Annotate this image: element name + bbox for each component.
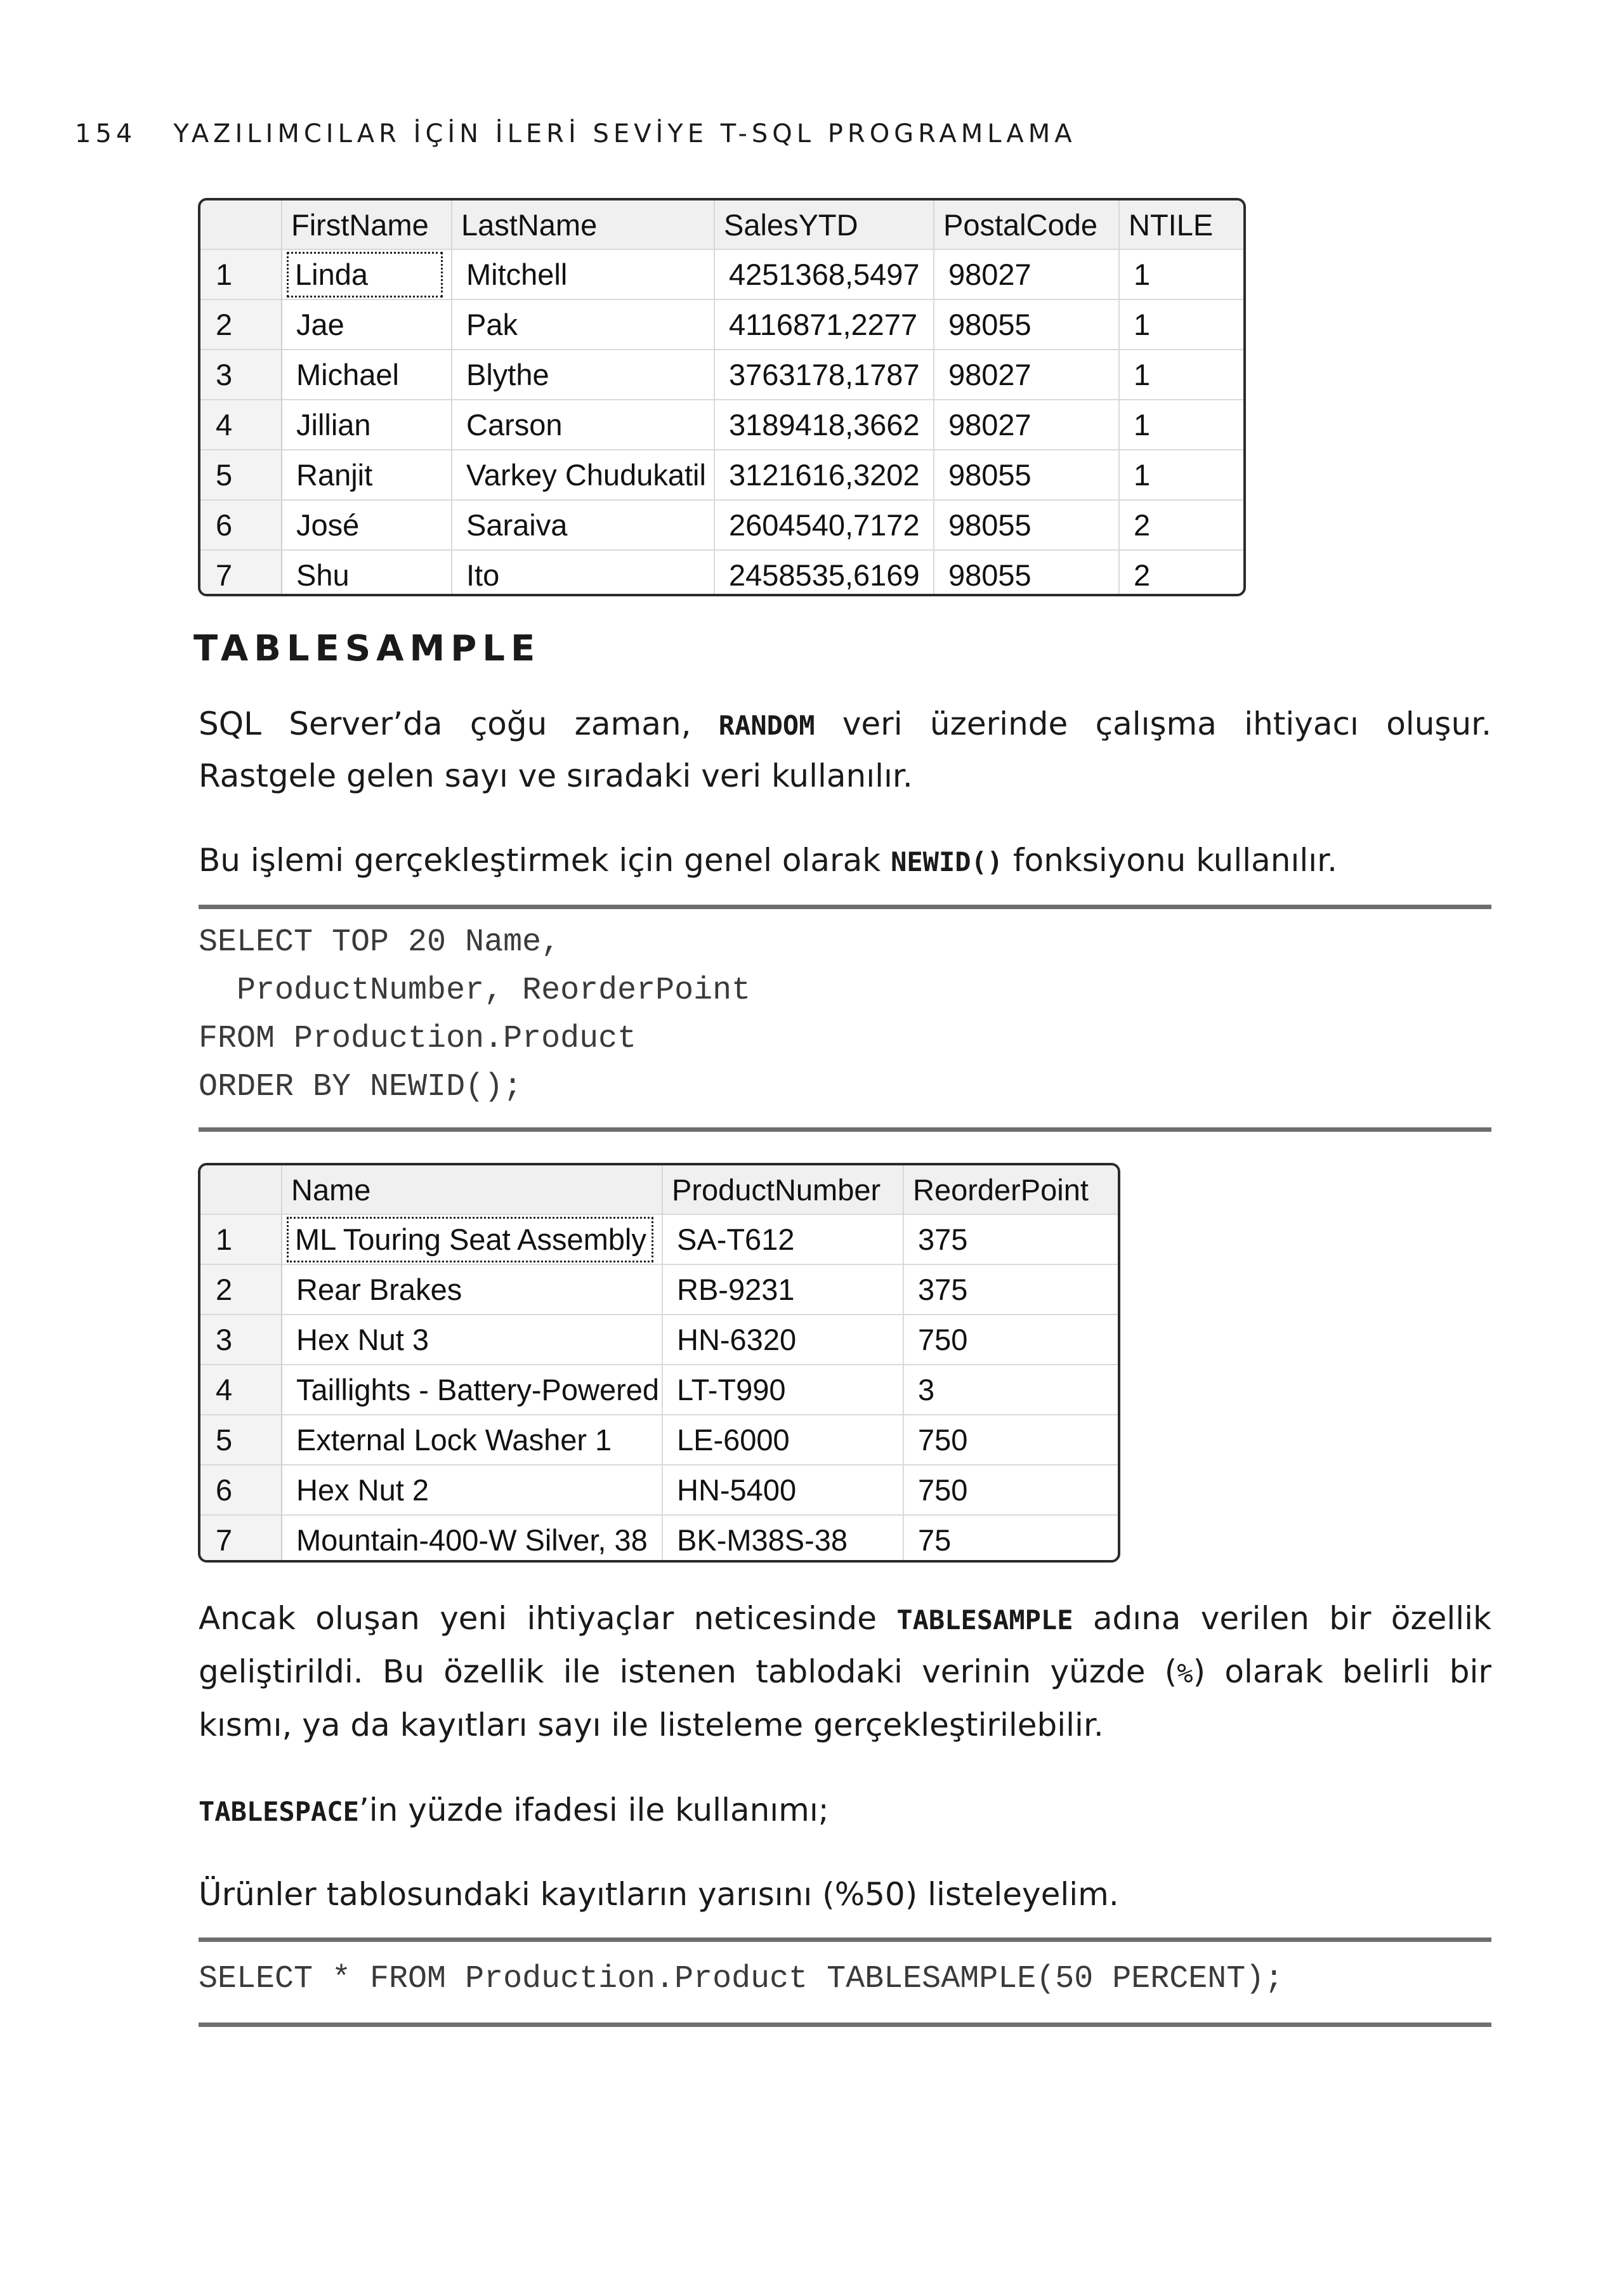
grid-cell[interactable]: Jae xyxy=(282,299,452,350)
grid-cell[interactable]: 4251368,5497 xyxy=(714,249,934,299)
table-row[interactable] xyxy=(200,500,1243,550)
paragraph-tablesample-line1: Ancak oluşan yeni ihtiyaçlar neticesinde TABLESAMPLE adına verilen bir özellik xyxy=(199,1600,1491,1637)
column-header[interactable]: NTILE xyxy=(1119,200,1243,249)
grid-cell-selected[interactable]: ML Touring Seat Assembly xyxy=(282,1214,662,1264)
grid-cell-selected[interactable]: Linda xyxy=(282,249,452,299)
column-header[interactable]: FirstName xyxy=(282,200,452,249)
grid-cell[interactable]: HN-6320 xyxy=(662,1315,903,1365)
row-number: 5 xyxy=(200,450,282,500)
grid-cell[interactable]: BK-M38S-38 xyxy=(662,1515,903,1563)
grid-cell[interactable]: 98055 xyxy=(934,299,1119,350)
grid-cell[interactable]: Rear Brakes xyxy=(282,1264,662,1315)
grid-corner xyxy=(200,200,282,249)
row-number: 4 xyxy=(200,1365,282,1415)
grid-cell[interactable]: 98027 xyxy=(934,400,1119,450)
column-header[interactable]: Name xyxy=(282,1165,662,1214)
grid-cell[interactable]: Saraiva xyxy=(452,500,714,550)
table-row[interactable] xyxy=(200,1515,1118,1563)
grid-cell[interactable]: 1 xyxy=(1119,249,1243,299)
grid-cell[interactable]: 3763178,1787 xyxy=(714,350,934,400)
row-number: 3 xyxy=(200,1315,282,1365)
paragraph-urunler: Ürünler tablosundaki kayıtların yarısını (%50) listeleyelim. xyxy=(199,1876,1119,1913)
grid-cell[interactable]: 750 xyxy=(903,1315,1118,1365)
grid-cell[interactable]: 2 xyxy=(1119,500,1243,550)
grid-cell[interactable]: 1 xyxy=(1119,400,1243,450)
grid-cell[interactable]: Hex Nut 2 xyxy=(282,1465,662,1515)
grid-cell[interactable]: External Lock Washer 1 xyxy=(282,1415,662,1465)
row-number: 6 xyxy=(200,500,282,550)
grid-cell[interactable]: 1 xyxy=(1119,299,1243,350)
grid-cell[interactable]: RB-9231 xyxy=(662,1264,903,1315)
inline-code: TABLESPACE xyxy=(199,1796,359,1827)
row-number: 7 xyxy=(200,550,282,596)
table-row[interactable] xyxy=(200,1365,1118,1415)
row-number: 4 xyxy=(200,400,282,450)
section-heading: TABLESAMPLE xyxy=(193,628,541,669)
table-row[interactable] xyxy=(200,1465,1118,1515)
table-row[interactable] xyxy=(200,400,1243,450)
grid-cell[interactable]: Mountain-400-W Silver, 38 xyxy=(282,1515,662,1563)
running-head xyxy=(75,119,1077,148)
grid-cell[interactable]: 750 xyxy=(903,1415,1118,1465)
grid-cell[interactable]: 2458535,6169 xyxy=(714,550,934,596)
grid-cell[interactable]: 98055 xyxy=(934,450,1119,500)
grid-cell[interactable]: LE-6000 xyxy=(662,1415,903,1465)
grid-header-row xyxy=(200,200,1243,249)
table-row[interactable] xyxy=(200,450,1243,500)
grid-cell[interactable]: 4116871,2277 xyxy=(714,299,934,350)
table-row[interactable] xyxy=(200,1315,1118,1365)
grid-cell[interactable]: 2604540,7172 xyxy=(714,500,934,550)
grid-cell[interactable]: Taillights - Battery-Powered xyxy=(282,1365,662,1415)
inline-code: % xyxy=(1177,1658,1193,1689)
paragraph-tablespace: TABLESPACE’in yüzde ifadesi ile kullanımı; xyxy=(199,1792,829,1828)
row-number: 1 xyxy=(200,1214,282,1264)
grid-cell[interactable]: 375 xyxy=(903,1214,1118,1264)
grid-cell[interactable]: Shu xyxy=(282,550,452,596)
grid-cell[interactable]: 98027 xyxy=(934,350,1119,400)
grid-cell[interactable]: 3 xyxy=(903,1365,1118,1415)
results-grid-products xyxy=(198,1163,1120,1563)
grid-cell[interactable]: 2 xyxy=(1119,550,1243,596)
grid-header-row xyxy=(200,1165,1118,1214)
grid-cell[interactable]: 3189418,3662 xyxy=(714,400,934,450)
grid-cell[interactable]: 3121616,3202 xyxy=(714,450,934,500)
grid-cell[interactable]: LT-T990 xyxy=(662,1365,903,1415)
column-header[interactable]: ProductNumber xyxy=(662,1165,903,1214)
column-header[interactable]: ReorderPoint xyxy=(903,1165,1118,1214)
code-rule-bottom xyxy=(199,1127,1491,1132)
grid-cell[interactable]: Mitchell xyxy=(452,249,714,299)
grid-cell[interactable]: 750 xyxy=(903,1465,1118,1515)
grid-cell[interactable]: Blythe xyxy=(452,350,714,400)
grid-cell[interactable]: Ranjit xyxy=(282,450,452,500)
column-header[interactable]: LastName xyxy=(452,200,714,249)
table-row[interactable] xyxy=(200,1214,1118,1264)
row-number: 5 xyxy=(200,1415,282,1465)
page-number: 154 xyxy=(75,119,137,148)
row-number: 6 xyxy=(200,1465,282,1515)
grid-cell[interactable]: 375 xyxy=(903,1264,1118,1315)
grid-cell[interactable]: 98027 xyxy=(934,249,1119,299)
grid-cell[interactable]: 1 xyxy=(1119,450,1243,500)
grid-corner xyxy=(200,1165,282,1214)
grid-cell[interactable]: 98055 xyxy=(934,550,1119,596)
grid-cell[interactable]: 75 xyxy=(903,1515,1118,1563)
grid-cell[interactable]: Ito xyxy=(452,550,714,596)
results-grid-ntile xyxy=(198,198,1246,596)
code-rule-top xyxy=(199,1937,1491,1942)
table-row[interactable] xyxy=(200,249,1243,299)
inline-code: RANDOM xyxy=(718,710,815,741)
inline-code: TABLESAMPLE xyxy=(896,1604,1073,1636)
grid-cell[interactable]: 1 xyxy=(1119,350,1243,400)
column-header[interactable]: SalesYTD xyxy=(714,200,934,249)
table-row[interactable] xyxy=(200,350,1243,400)
grid-cell[interactable]: Varkey Chudukatil xyxy=(452,450,714,500)
row-number: 3 xyxy=(200,350,282,400)
code-rule-top xyxy=(199,905,1491,909)
table-row[interactable] xyxy=(200,1415,1118,1465)
paragraph-tablesample-line3: kısmı, ya da kayıtları sayı ile listeleme gerçekleştirilebilir. xyxy=(199,1707,1104,1743)
grid-cell[interactable]: Michael xyxy=(282,350,452,400)
code-block-tablesample: SELECT * FROM Production.Product TABLESAMPLE(50 PERCENT); xyxy=(199,1961,1284,1997)
paragraph-random: SQL Server’da çoğu zaman, RANDOM veri üzerinde çalışma ihtiyacı oluşur. xyxy=(199,705,1491,742)
code-rule-bottom xyxy=(199,2023,1491,2027)
grid-cell[interactable]: Carson xyxy=(452,400,714,450)
grid-cell[interactable]: Hex Nut 3 xyxy=(282,1315,662,1365)
column-header[interactable]: PostalCode xyxy=(934,200,1119,249)
grid-cell[interactable]: HN-5400 xyxy=(662,1465,903,1515)
table-row[interactable] xyxy=(200,550,1243,596)
row-number: 7 xyxy=(200,1515,282,1563)
code-block-newid: SELECT TOP 20 Name, ProductNumber, ReorderPoint FROM Production.Product ORDER BY NEWID(); xyxy=(199,924,751,1105)
paragraph-random-line2: Rastgele gelen sayı ve sıradaki veri kullanılır. xyxy=(199,757,913,794)
row-number: 2 xyxy=(200,1264,282,1315)
table-row[interactable] xyxy=(200,299,1243,350)
grid-cell[interactable]: 98055 xyxy=(934,500,1119,550)
paragraph-tablesample-line2: geliştirildi. Bu özellik ile istenen tablodaki verinin yüzde (%) olarak belirli bir xyxy=(199,1653,1491,1690)
table-row[interactable] xyxy=(200,1264,1118,1315)
row-number: 2 xyxy=(200,299,282,350)
grid-cell[interactable]: Pak xyxy=(452,299,714,350)
grid-cell[interactable]: José xyxy=(282,500,452,550)
grid-cell[interactable]: Jillian xyxy=(282,400,452,450)
paragraph-newid: Bu işlemi gerçekleştirmek için genel olarak NEWID() fonksiyonu kullanılır. xyxy=(199,842,1337,879)
row-number: 1 xyxy=(200,249,282,299)
grid-cell[interactable]: SA-T612 xyxy=(662,1214,903,1264)
inline-code: NEWID() xyxy=(891,846,1004,877)
running-head-title: YAZILIMCILAR İÇİN İLERİ SEVİYE T-SQL PROGRAMLAMA xyxy=(173,119,1077,148)
